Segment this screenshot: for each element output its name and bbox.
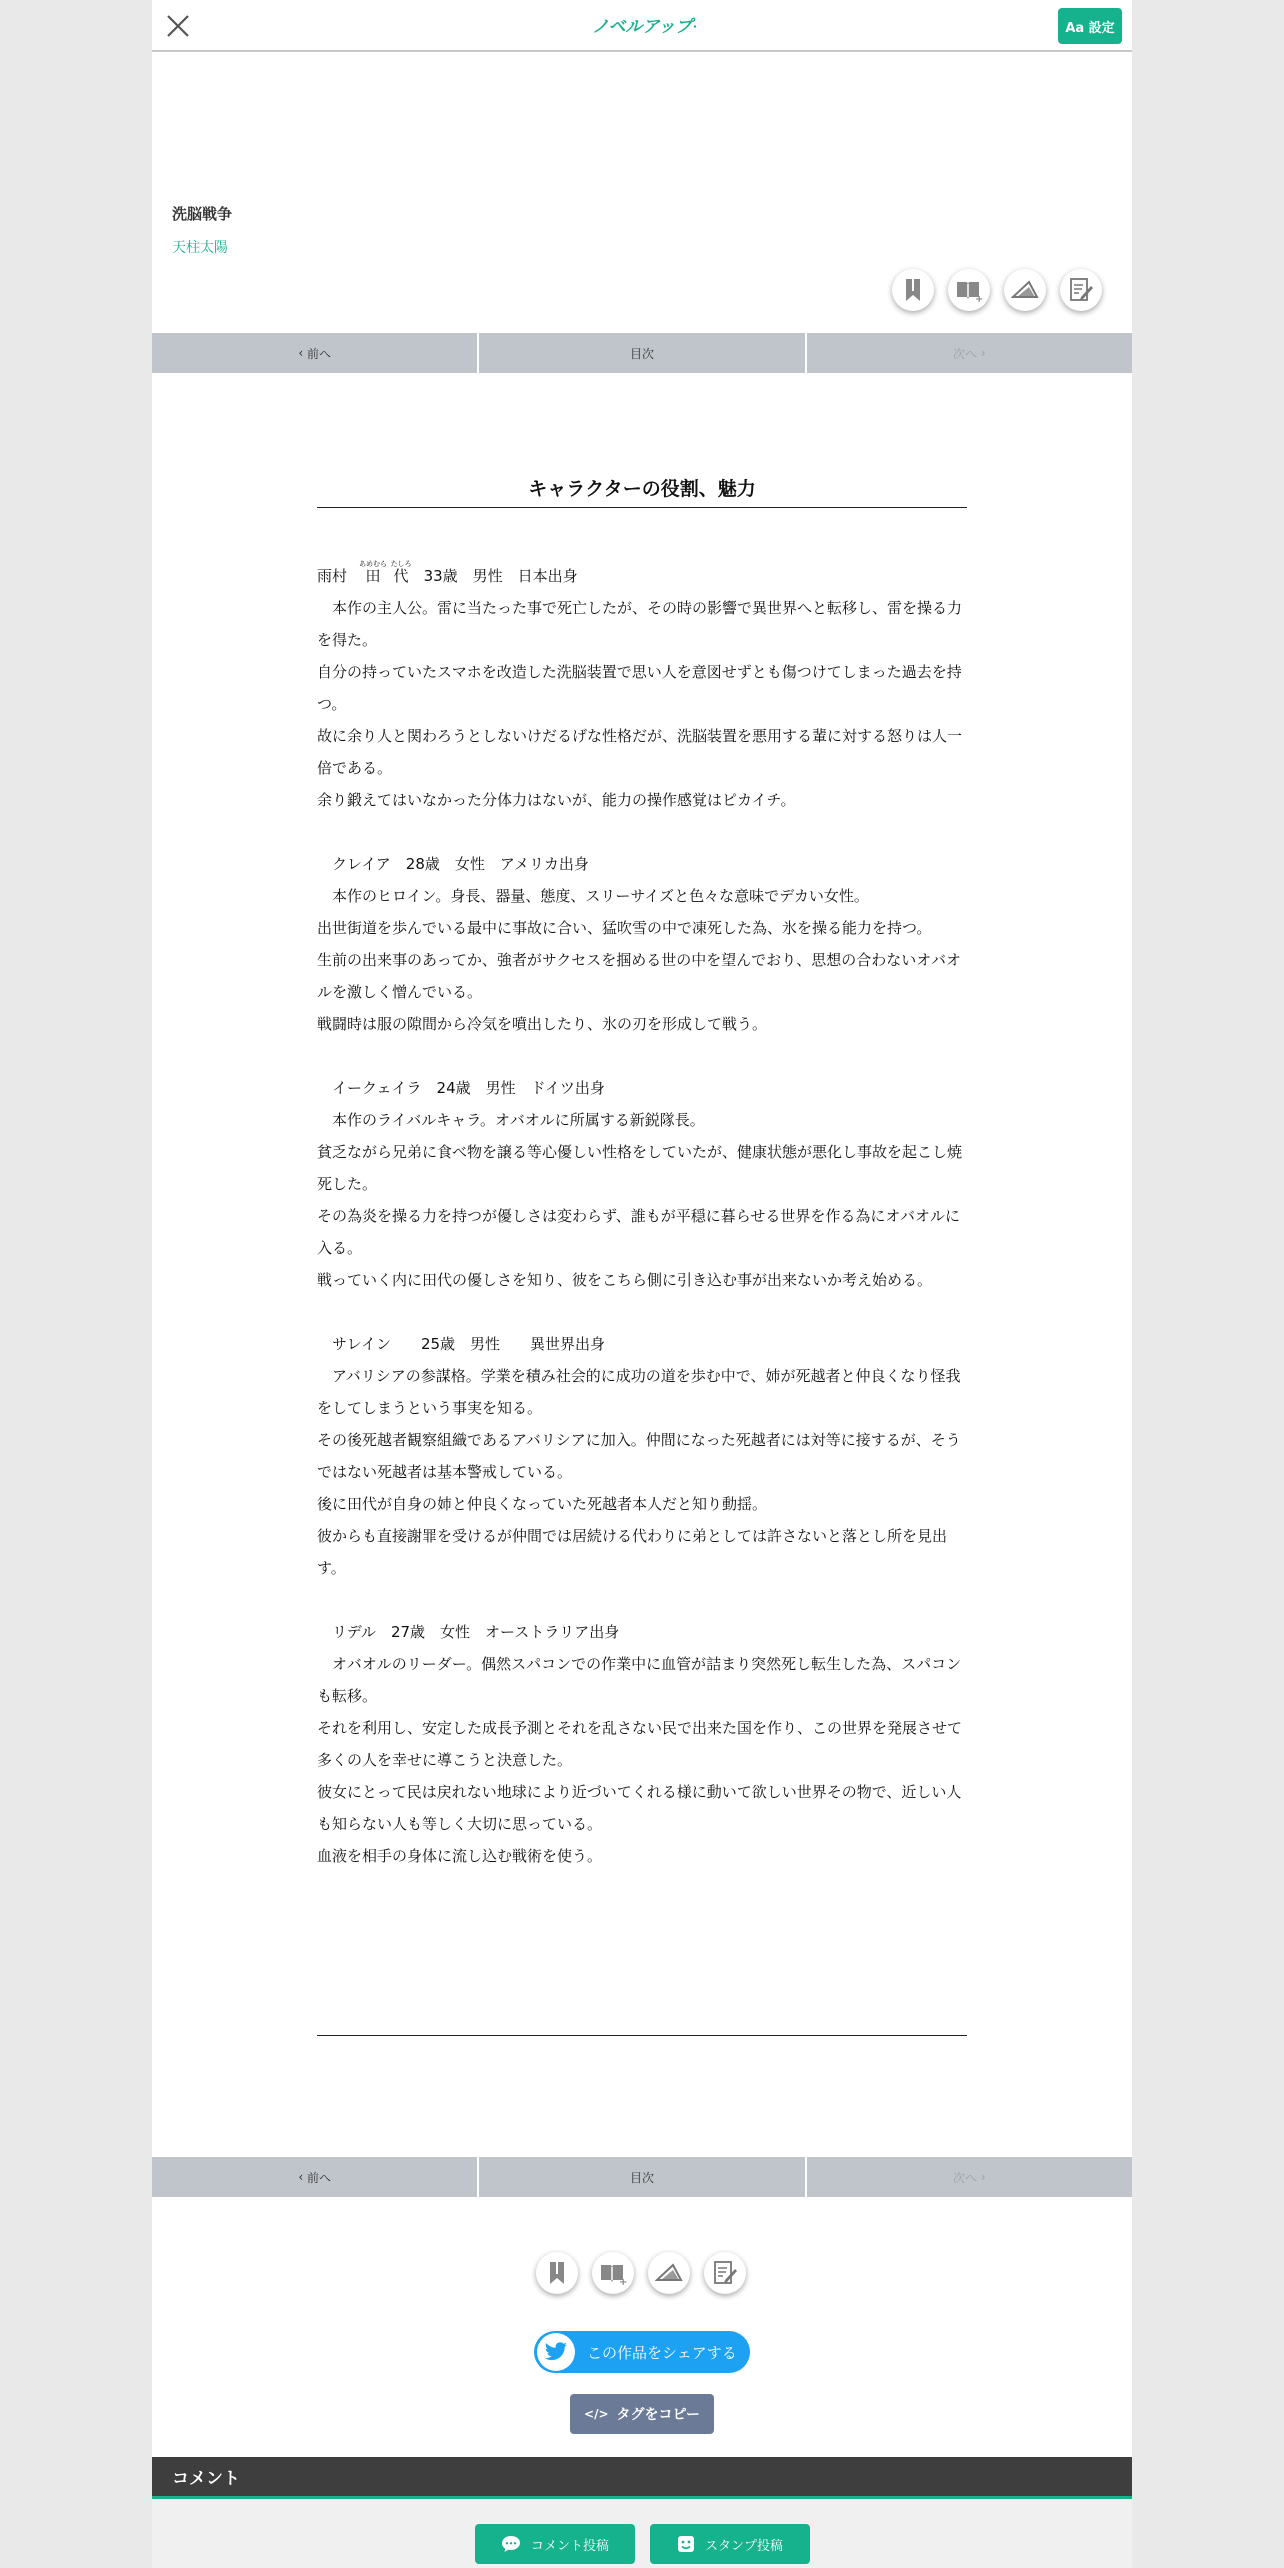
chevron-left-icon: ‹ (298, 2170, 307, 2184)
next-button[interactable]: 次へ › (953, 346, 986, 361)
review-button[interactable] (704, 2252, 746, 2294)
cheer-button[interactable] (1004, 269, 1046, 311)
pager-bottom (152, 2157, 1132, 2197)
chevron-right-icon: › (977, 346, 986, 360)
paragraph-line: 生前の出来事のあってか、強者がサクセスを掴める世の中を望んでおり、思想の合わないオバオルを激しく憎んでいる。 (317, 951, 961, 1001)
paragraph-line: 余り鍛えてはいなかった分体力はないが、能力の操作感覚はピカイチ。 (317, 791, 796, 809)
copy-tag-button[interactable]: </> タグをコピー (570, 2394, 714, 2434)
paragraph-line: 戦っていく内に田代の優しさを知り、彼をこちら側に引き込む事が出来ないか考え始める。 (317, 1271, 933, 1289)
library-add-button[interactable] (948, 269, 990, 311)
twitter-bird-icon (537, 2333, 575, 2371)
comment-heading: コメント (152, 2457, 1132, 2499)
character-header: イークェイラ 24歳 男性 ドイツ出身 (317, 1079, 605, 1097)
action-icons-bottom (536, 2252, 746, 2294)
chevron-right-icon: › (977, 2170, 986, 2184)
library-add-button[interactable] (592, 2252, 634, 2294)
bookmark-button[interactable] (892, 269, 934, 311)
character-header: 雨村 田あめむら 代たしろ 33歳 男性 日本出身 (317, 560, 578, 585)
code-icon: </> (584, 2407, 609, 2421)
svg-text:+: + (619, 2277, 627, 2285)
close-button[interactable] (160, 10, 194, 42)
paragraph-line: アバリシアの参謀格。学業を積み社会的に成功の道を歩む中で、姉が死越者と仲良くなり怪我をしてしまうという事実を知る。 (317, 1367, 961, 1417)
paragraph-line: 彼女にとって民は戻れない地球により近づいてくれる様に動いて欲しい世界その物で、近しい人も知らない人も等しく大切に思っている。 (317, 1783, 962, 1833)
library-add-icon (599, 2261, 627, 2285)
work-title[interactable]: 洗脳戦争 (172, 205, 233, 223)
library-add-icon (955, 278, 983, 302)
svg-text:ノベルアップ+: ノベルアップ+ (592, 17, 696, 37)
body-end-divider (317, 2035, 967, 2036)
paragraph-line: それを利用し、安定した成長予測とそれを乱さない民で出来た国を作り、この世界を発展させて多くの人を幸せに導こうと決意した。 (317, 1719, 963, 1769)
paragraph-line: 彼からも直接謝罪を受けるが仲間では居続ける代わりに弟としては許さないと落とし所を見出す。 (317, 1527, 948, 1577)
top-bar (152, 0, 1132, 52)
review-icon (712, 2260, 738, 2286)
ruby-text: 代たしろ (390, 560, 412, 585)
paragraph-line: 貧乏ながら兄弟に食べ物を譲る等心優しい性格をしていたが、健康状態が悪化し事故を起こし焼死した。 (317, 1143, 963, 1193)
cheer-button[interactable] (648, 2252, 690, 2294)
paragraph-line: 戦闘時は服の隙間から冷気を噴出したり、氷の刃を形成して戦う。 (317, 1015, 768, 1033)
cheer-icon (655, 2262, 683, 2284)
review-button[interactable] (1060, 269, 1102, 311)
chevron-left-icon: ‹ (298, 346, 307, 360)
character-header: サレイン 25歳 男性 異世界出身 (317, 1335, 606, 1353)
prev-button[interactable]: ‹ 前へ (152, 2157, 479, 2197)
chapter-body (317, 560, 967, 1872)
site-logo[interactable] (592, 10, 696, 40)
paragraph-line: 本作のヒロイン。身長、器量、態度、スリーサイズと色々な意味でデカい女性。 (317, 887, 869, 905)
chapter-title: キャラクターの役割、魅力 (528, 478, 756, 500)
paragraph-line: 後に田代が自身の姉と仲良くなっていた死越者本人だと知り動揺。 (317, 1495, 768, 1513)
character-header: クレイア 28歳 女性 アメリカ出身 (317, 855, 589, 873)
speech-bubble-icon (501, 2535, 521, 2553)
reader-page (152, 0, 1132, 2568)
post-stamp-button[interactable]: スタンプ投稿 (650, 2524, 810, 2564)
paragraph-line: 出世街道を歩んでいる最中に事故に合い、猛吹雪の中で凍死した為、氷を操る能力を持つ。 (317, 919, 932, 937)
review-icon (1068, 277, 1094, 303)
prev-button[interactable]: ‹ 前へ (152, 333, 479, 373)
title-divider (317, 507, 967, 508)
ruby-text: 田あめむら (359, 560, 388, 585)
paragraph-line: 血液を相手の身体に流し込む戦術を使う。 (317, 1847, 603, 1865)
comment-area (152, 2499, 1132, 2568)
cheer-icon (1011, 279, 1039, 301)
post-comment-button[interactable]: コメント投稿 (475, 2524, 635, 2564)
toc-button[interactable]: 目次 (479, 333, 806, 373)
bookmark-button[interactable] (536, 2252, 578, 2294)
bookmark-icon (545, 2260, 569, 2286)
settings-button[interactable]: Aa 設定 (1058, 8, 1122, 44)
paragraph-line: 故に余り人と関わろうとしないけだるげな性格だが、洗脳装置を悪用する輩に対する怒りは人一倍である。 (317, 727, 963, 777)
next-button[interactable]: 次へ › (953, 2170, 986, 2185)
paragraph-line: 本作のライバルキャラ。オバオルに所属する新鋭隊長。 (317, 1111, 705, 1129)
toc-button[interactable]: 目次 (479, 2157, 806, 2197)
pager-top (152, 333, 1132, 373)
paragraph-line: オバオルのリーダー。偶然スパコンでの作業中に血管が詰まり突然死し転生した為、スパコンも転移。 (317, 1655, 962, 1705)
stamp-face-icon (677, 2535, 695, 2553)
svg-text:+: + (975, 294, 983, 302)
paragraph-line: その為炎を操る力を持つが優しさは変わらず、誰もが平穏に暮らせる世界を作る為にオバオルに入る。 (317, 1207, 961, 1257)
paragraph-line: 自分の持っていたスマホを改造した洗脳装置で思い人を意図せずとも傷つけてしまった過去を持つ。 (317, 663, 962, 713)
character-header: リデル 27歳 女性 オーストラリア出身 (317, 1623, 620, 1641)
paragraph-line: その後死越者観察組織であるアバリシアに加入。仲間になった死越者には対等に接するが、そうではない死越者は基本警戒している。 (317, 1431, 961, 1481)
action-icons-top (892, 269, 1102, 311)
close-icon (160, 10, 194, 42)
twitter-share-button[interactable]: この作品をシェアする (534, 2331, 750, 2373)
paragraph-line: 本作の主人公。雷に当たった事で死亡したが、その時の影響で異世界へと転移し、雷を操る力を得た。 (317, 599, 963, 649)
bookmark-icon (901, 277, 925, 303)
author-link[interactable]: 天柱太陽 (172, 240, 228, 256)
